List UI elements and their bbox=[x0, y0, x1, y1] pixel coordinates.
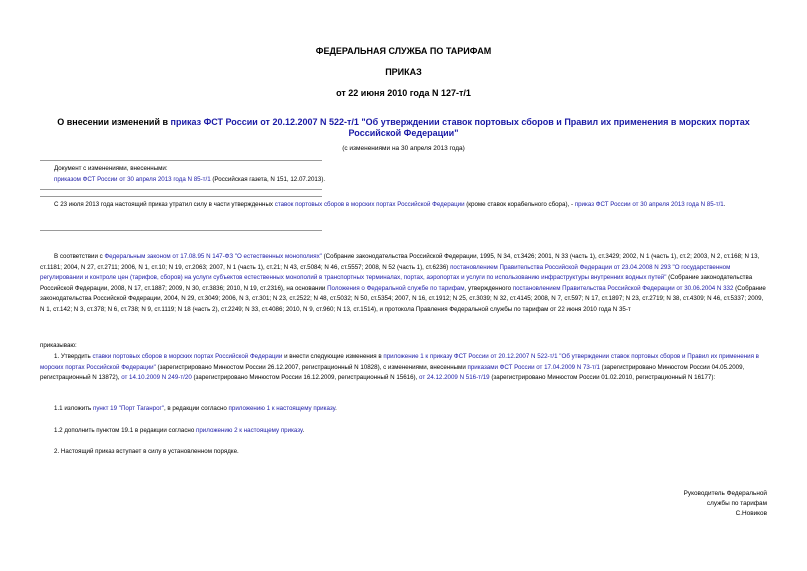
notice-link-order[interactable]: приказ ФСТ России от 30 апреля 2013 года N 85-т/1 bbox=[574, 201, 724, 208]
amend-link[interactable]: приказом ФСТ России от 30 апреля 2013 года N 85-т/1 bbox=[54, 176, 211, 183]
title-link[interactable]: приказ ФСТ России от 20.12.2007 N 522-т/1 "Об утверждении ставок портовых сборов и Правил их применения в морских портах Российской Федерации" bbox=[170, 117, 750, 138]
item-1-paragraph: 1. Утвердить ставки портовых сборов в морских портах Российской Федерации и внести следующие изменения в приложение 1 к приказу ФСТ России от 20.12.2007 N 522-т/1 "Об утверждении ставок портовых сборов и Правил их применения в морских портах Российской Федерации" (зарегистрировано Минюстом России 26.12.2007, регистрационный N 10828), с изменениями, внесенными приказами ФСТ России от 17.04.2009 N 73-т/1 (зарегистрировано Минюстом России 04.05.2009, регистрационный N 13872), от 14.10.2009 N 249-т/20 (зарегистрировано Минюстом России 16.12.2009, регистрационный N 15616), от 24.12.2009 N 516-т/19 (зарегистрировано Минюстом России 01.02.2010, регистрационный N 16177): bbox=[40, 353, 759, 382]
divider bbox=[40, 196, 322, 197]
item-1-link-order-249[interactable]: от 14.10.2009 N 249-т/20 bbox=[121, 374, 192, 382]
amend-rest: (Российская газета, N 151, 12.07.2013). bbox=[210, 176, 326, 183]
item-1-2-link-appendix[interactable]: приложению 2 к настоящему приказу bbox=[196, 427, 303, 434]
item-1-2-paragraph: 1.2 дополнить пунктом 19.1 в редакции согласно приложению 2 к настоящему приказу. bbox=[54, 427, 305, 434]
item-1-1-link-point[interactable]: пункт 19 "Порт Таганрог" bbox=[92, 405, 164, 412]
preamble-link-law[interactable]: Федеральным законом от 17.08.95 N 147-ФЗ "О естественных монополиях" bbox=[104, 253, 322, 260]
preamble-link-regulation[interactable]: Положения о Федеральной службе по тарифам bbox=[327, 284, 465, 292]
notice-link-rates[interactable]: ставок портовых сборов в морских портах Российской Федерации bbox=[274, 201, 465, 208]
date-number-heading: от 22 июня 2010 года N 127-т/1 bbox=[336, 88, 471, 98]
item-1-1-paragraph: 1.1 изложить пункт 19 "Порт Таганрог", в редакции согласно приложению 1 к настоящему приказу. bbox=[54, 405, 337, 412]
divider bbox=[40, 230, 322, 231]
preamble-link-decree-332[interactable]: постановлением Правительства Российской Федерации от 30.06.2004 N 332 bbox=[512, 284, 734, 292]
doc-type-heading: ПРИКАЗ bbox=[385, 67, 422, 77]
order-word: приказываю: bbox=[40, 342, 77, 349]
divider bbox=[40, 189, 322, 190]
preamble-paragraph: В соответствии с Федеральным законом от 17.08.95 N 147-ФЗ "О естественных монополиях" (Собрание законодательства Российской Федерации, 1995, N 34, ст.3426; 2001, N 33 (часть 1), ст.3429; 2002, N 1 (часть 1), ст.2; 2003, N 2, ст.168; N 13, ст.1181; 2004, N 27, ст.2711; 2006, N 1, ст.10; N 19, ст.2063; 2007, N 1 (часть 1), ст.21; N 43, ст.5084; N 46, ст.5557; 2008, N 52 (часть 1), ст.6236) постановлением Правительства Российской Федерации от 23.04.2008 N 293 "О государственном регулировании и контроле цен (тарифов, сборов) на услуги субъектов естественных монополий в транспортных терминалах, портах, аэропортах и услуги по использованию инфраструктуры внутренних водных путей" (Собрание законодательства Российской Федерации, 2008, N 17, ст.1887; 2009, N 30, ст.3836; 2010, N 19, ст.2316), на основании Положения о Федеральной службе по тарифам, утвержденного постановлением Правительства Российской Федерации от 30.06.2004 N 332 (Собрание законодательства Российской Федерации, 2004, N 29, ст.3049; 2006, N 3, ст.301; N 23, ст.2522; N 48, ст.5032; N 50, ст.5354; 2007, N 16, ст.1912; N 25, ст.3039; N 32, ст.4145; 2008, N 7, ст.597; N 17, ст.1897; N 23, ст.2719; N 38, ст.4309; N 46, ст.5337; 2009, N 1, ст.142; N 3, ст.378; N 6, ст.738; N 9, ст.1119; N 18 (часть 2), ст.2249; N 33, ст.4086; 2010, N 9, ст.960; N 13, ст.1514), и протокола Правления Федеральной службы по тарифам от 22 июня 2010 года N 35-т bbox=[40, 253, 766, 313]
item-1-link-appendix[interactable]: приложение 1 к приказу ФСТ России от 20.12.2007 N 522-т/1 "Об утверждении ставок портовых сборов и Правил их применения в морских портах Российской Федерации" bbox=[40, 353, 759, 371]
item-1-link-orders-73[interactable]: приказами ФСТ России от 17.04.2009 N 73-т/1 bbox=[467, 363, 600, 371]
item-1-1-link-appendix[interactable]: приложению 1 к настоящему приказу bbox=[228, 405, 336, 412]
title-prefix: О внесении изменений в bbox=[57, 117, 171, 127]
item-1-link-order-516[interactable]: от 24.12.2009 N 516-т/19 bbox=[419, 374, 490, 382]
signature-line-1: Руководитель Федеральной bbox=[683, 490, 767, 497]
agency-heading: ФЕДЕРАЛЬНАЯ СЛУЖБА ПО ТАРИФАМ bbox=[315, 46, 492, 56]
signature-line-2: службы по тарифам bbox=[706, 500, 767, 507]
amend-label: Документ с изменениями, внесенными: bbox=[54, 165, 168, 172]
subtitle-revision: (с изменениями на 30 апреля 2013 года) bbox=[342, 145, 465, 152]
notice-paragraph: С 23 июля 2013 года настоящий приказ утратил силу в части утвержденных ставок портовых сборов в морских портах Российской Федерации (кроме ставок корабельного сбора), - приказ ФСТ России от 30 апреля 2013 года N 85-т/1. bbox=[54, 201, 726, 208]
divider bbox=[40, 160, 322, 161]
preamble-link-decree-293[interactable]: постановлением Правительства Российской Федерации от 23.04.2008 N 293 "О государственном регулировании и контроле цен (тарифов, сборов) на услуги субъектов естественных монополий в транспортных терминалах, портах, аэропортах и услуги по использованию инфраструктуры внутренних водных путей" bbox=[40, 263, 731, 282]
amend-reference bbox=[54, 175, 754, 186]
item-1-link-rates[interactable]: ставки портовых сборов в морских портах Российской Федерации bbox=[92, 353, 283, 360]
signature-name: С.Новиков bbox=[735, 510, 767, 517]
item-2-paragraph: 2. Настоящий приказ вступает в силу в установленном порядке. bbox=[54, 448, 239, 455]
document-title bbox=[40, 117, 767, 139]
